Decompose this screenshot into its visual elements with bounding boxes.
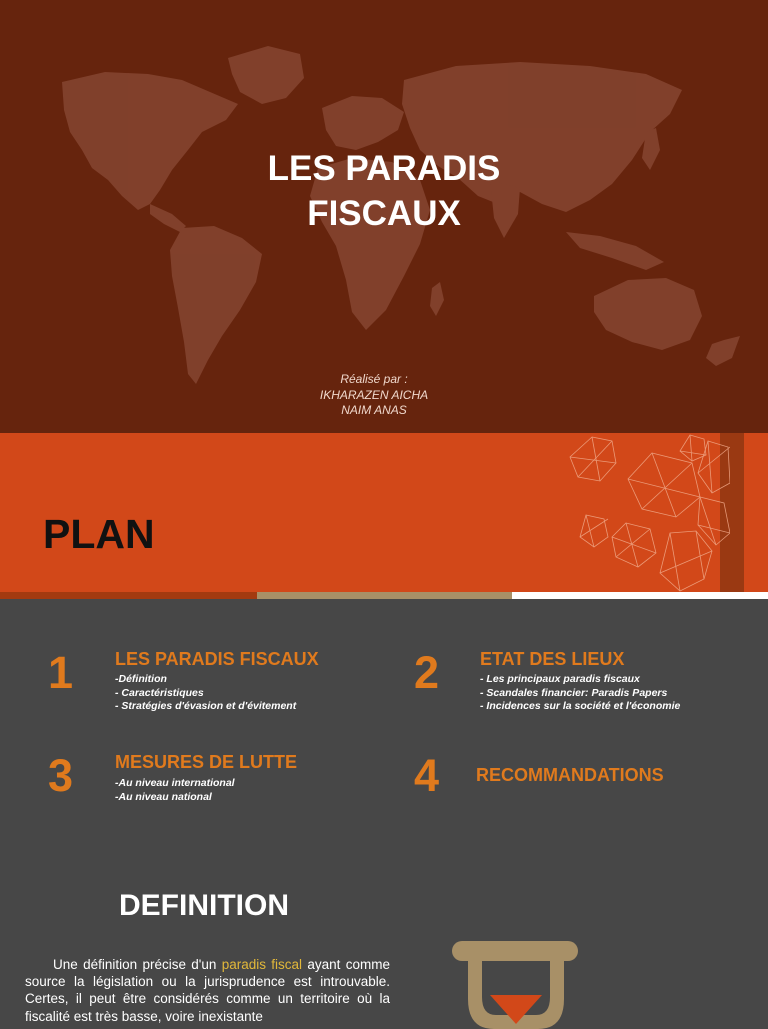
definition-text	[25, 956, 390, 1025]
plan-item-heading: MESURES DE LUTTE	[115, 752, 298, 772]
plan-item-number: 2	[414, 647, 440, 698]
plan-item-subs	[115, 673, 296, 714]
definition-highlight: paradis fiscal	[221, 957, 303, 972]
plan-item-number: 3	[48, 750, 74, 801]
plan-subitem: - Caractéristiques	[115, 686, 204, 699]
plan-item-heading: RECOMMANDATIONS	[476, 765, 664, 785]
plan-item-subs	[480, 673, 680, 714]
plan-item-number: 1	[48, 647, 74, 698]
title-line-2: FISCAUX	[307, 194, 461, 233]
title-slide	[0, 0, 768, 433]
title-line-1: LES PARADIS	[267, 149, 501, 188]
author-name-2: NAIM ANAS	[341, 403, 407, 417]
stripe-segment	[0, 592, 257, 599]
definition-text-part: Une définition précise d'un	[53, 957, 222, 972]
definition-title: DEFINITION	[119, 889, 289, 922]
plan-content-slide	[0, 599, 768, 1024]
stripe-segment	[257, 592, 512, 599]
plan-item-heading: LES PARADIS FISCAUX	[115, 649, 319, 669]
credit-label: Réalisé par :	[340, 372, 408, 386]
stripe-segment	[512, 592, 768, 599]
authors-block	[0, 372, 748, 419]
plan-subitem: -Définition	[115, 673, 167, 685]
plan-subitem: - Stratégies d'évasion et d'évitement	[115, 700, 297, 712]
plan-item-number: 4	[414, 750, 440, 801]
plan-subitem: - Scandales financier: Paradis Papers	[480, 686, 668, 699]
plan-item-subs	[115, 777, 235, 804]
plan-subitem: -Au niveau national	[115, 790, 212, 803]
plan-subitem: - Incidences sur la société et l'économie	[480, 700, 681, 712]
plan-item-heading: ETAT DES LIEUX	[480, 649, 625, 669]
plan-subitem: -Au niveau international	[115, 777, 235, 789]
plan-subitem: - Les principaux paradis fiscaux	[480, 673, 640, 685]
polygon-decoration-icon	[560, 433, 730, 600]
presentation-title	[0, 146, 768, 236]
hourglass-icon	[450, 939, 582, 1029]
author-name-1: IKHARAZEN AICHA	[319, 387, 429, 402]
definition-text-part: ayant comme source la législation ou la jurisprudence est introuvable. Certes, il peut être considérés comme un territoire où la fiscalité est très basse, voire inexistante	[25, 957, 390, 1024]
plan-title: PLAN	[43, 511, 155, 557]
plan-header-slide	[0, 433, 768, 600]
